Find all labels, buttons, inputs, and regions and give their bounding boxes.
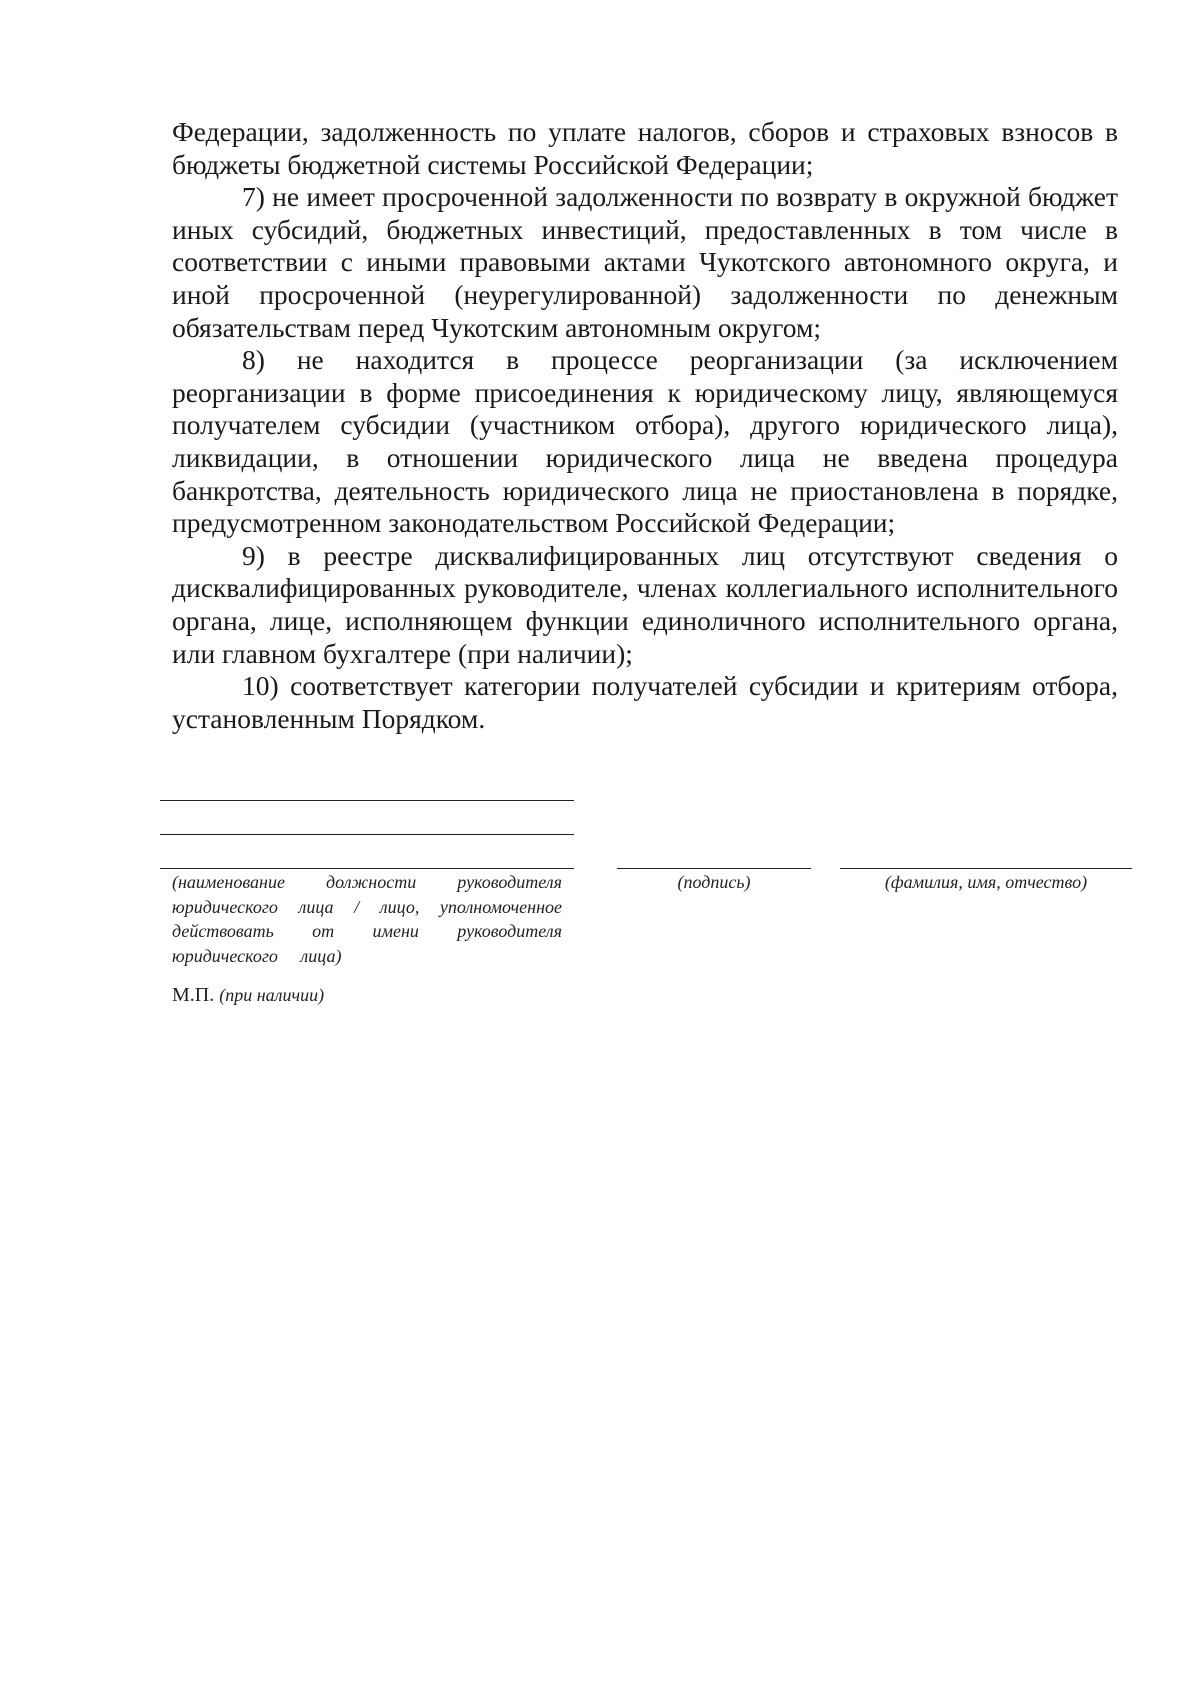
stamp-placeholder (172, 984, 324, 1007)
position-line-caption (160, 868, 574, 869)
paragraph-continuation: Федерации, задолженность по уплате налогов, сборов и страховых взносов в бюджеты бюджетной системы Российской Федерации; (172, 116, 1118, 180)
paragraph-item-8: 8) не находится в процессе реорганизации (за исключением реорганизации в форме присоединения к юридическому лицу, являющемуся получателем субсидии (участником отбора), другого юридического лица), ликвидации, в отношении юридического лица не введена процедура банкротства, деятельность юридического лица не приостановлена в порядке, предусмотренном законодательством Российской Федерации; (172, 344, 1118, 539)
position-line-2 (160, 834, 574, 835)
position-caption-line-1: (наименование должности руководителя (172, 872, 562, 892)
position-caption-line-4: юридического лица) (172, 945, 342, 966)
paragraph-item-10: 10) соответствует категории получателей субсидии и критериям отбора, установленным Порядком. (172, 670, 1118, 734)
paragraph-item-9: 9) в реестре дисквалифицированных лиц отсутствуют сведения о дисквалифицированных руководителе, членах коллегиального исполнительного органа, лице, исполняющем функции единоличного исполнительного органа, или главном бухгалтере (при наличии); (172, 539, 1118, 669)
position-caption-line-3: действовать от имени руководителя (172, 921, 562, 941)
full-name-caption: (фамилия, имя, отчество) (884, 872, 1088, 892)
full-name-line (840, 868, 1132, 869)
document-body (172, 116, 1118, 735)
position-caption (172, 870, 562, 968)
paragraph-item-7: 7) не имеет просроченной задолженности по возврату в окружной бюджет иных субсидий, бюджетных инвестиций, предоставленных в том числе в соответствии с иными правовыми актами Чукотского автономного округа, и иной просроченной (неурегулированной) задолженности по денежным обязательствам перед Чукотским автономным округом; (172, 181, 1118, 343)
stamp-note: (при наличии) (219, 985, 325, 1005)
position-line-1 (160, 800, 574, 801)
position-caption-line-2: юридического лица / лицо, уполномоченное (172, 896, 562, 917)
signature-caption: (подпись) (677, 872, 751, 892)
stamp-label: М.П. (172, 984, 215, 1006)
signature-line (617, 868, 811, 869)
